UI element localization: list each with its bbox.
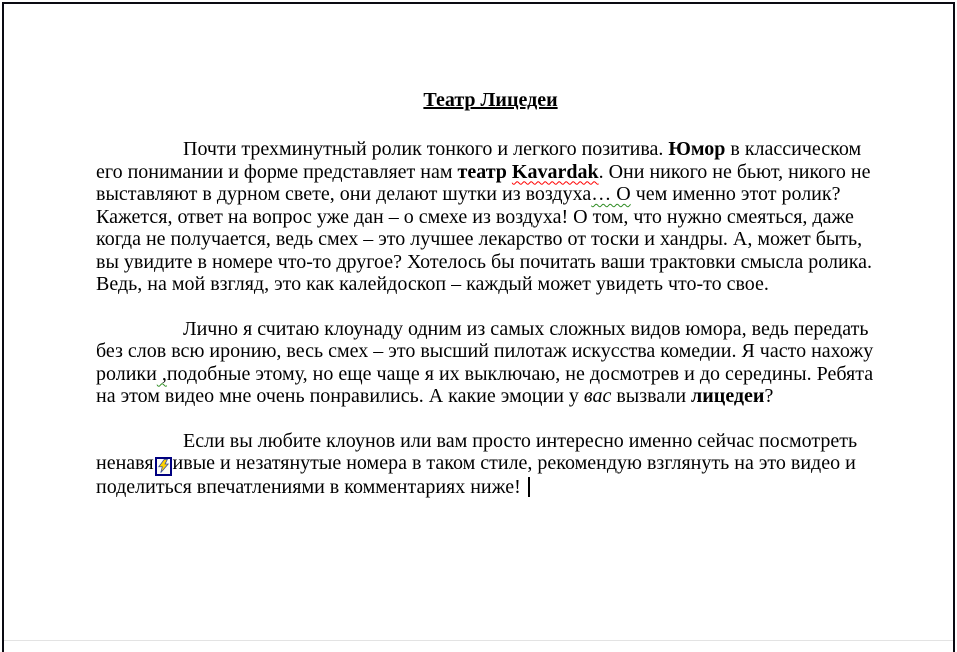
text-run: . Они никого не бьют, никого не выставляют в дурном свете, они делают шутки из воздуха (96, 160, 871, 205)
text-run: в классическом его понимании и форме представляет нам (96, 138, 862, 183)
text-run: … О (591, 183, 631, 205)
text-run: ? (764, 385, 774, 407)
text-run: , (156, 362, 167, 385)
document-text-area[interactable] (96, 88, 885, 520)
page-boundary-line (4, 640, 953, 641)
document-body (96, 138, 885, 498)
text-run: театр (457, 160, 512, 183)
paragraph (96, 138, 885, 296)
text-run: чем именно этот ролик? Кажется, ответ на вопрос уже дан – о смехе из воздуха! О том, что нужно смеяться, даже когда не получается, ведь смех – это лучшее лекарство от тоски и хандры. А, может быть, вы увидите в номере что-то другое? Хотелось бы почитать ваши трактовки смысла ролика. Ведь, на мой взгляд, это как калейдоскоп – каждый может увидеть что-то свое. (96, 183, 872, 295)
text-run: подобные этому, но еще чаще я их выключаю, не досмотрев и до середины. Ребята на этом видео мне очень понравились. А какие эмоции у (96, 362, 874, 407)
text-run: Kavardak (511, 160, 599, 183)
text-run: Почти трехминутный ролик тонкого и легкого позитива. (183, 138, 669, 160)
text-cursor (528, 477, 530, 497)
embedded-object-lightning-icon[interactable] (155, 457, 172, 476)
text-run: ивые и незатянутые номера в таком стиле, рекомендую взглянуть на это видео и поделиться впечатлениями в комментариях ниже! (96, 452, 856, 498)
text-run: лицедеи (691, 385, 765, 407)
text-run: Лично я считаю клоунаду одним из самых сложных видов юмора, ведь передать без слов всю иронию, весь смех – это высший пилотаж искусства комедии. Я часто нахожу ролики (96, 317, 874, 385)
text-run: Если вы любите клоунов или вам просто интересно именно сейчас посмотреть ненавя (96, 429, 858, 474)
text-run: Юмор (668, 138, 726, 160)
paragraph (96, 318, 885, 408)
document-title: Театр Лицедеи (423, 89, 558, 111)
text-run: вызвали (611, 385, 692, 407)
paragraph (96, 430, 885, 499)
text-run: вас (583, 385, 612, 407)
